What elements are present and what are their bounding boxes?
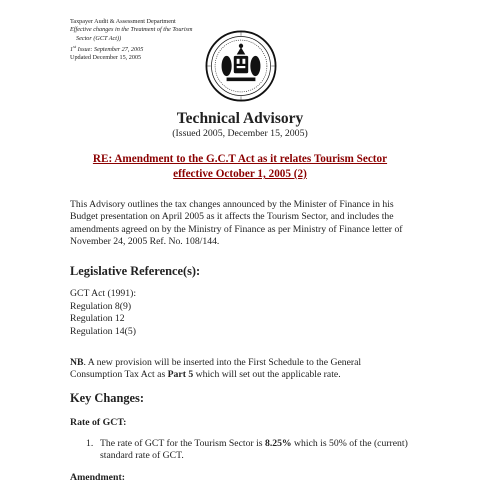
- list-item: GCT Act (1991):: [70, 288, 137, 299]
- amendment-heading: Amendment:: [70, 472, 125, 483]
- coat-of-arms-seal-icon: [205, 30, 277, 102]
- document-title: Technical Advisory: [176, 110, 304, 127]
- key-changes-heading: Key Changes:: [70, 391, 144, 405]
- nb-label: NB: [70, 357, 84, 368]
- issue-date: 1st Issue: September 27, 2005: [70, 43, 144, 53]
- list-item: Regulation 8(9): [70, 300, 132, 312]
- list-item: Regulation 14(5): [70, 325, 136, 337]
- item-number: 1.: [86, 438, 94, 449]
- intro-paragraph: This Advisory outlines the tax changes announced by the Minister of Finance in his Budget presentation on April 2005 as it affects the Tourism Sector, and includes the amendments agreed on by the Ministry of Finance as per Ministry of Finance letter of November 24, 2005 Ref. No. 108/144.: [70, 199, 403, 248]
- nb-paragraph: NB. A new provision will be inserted into the First Schedule to the General Consumption Tax Act as Part 5 which will set out the applicable rate.: [70, 357, 362, 381]
- subject-line: Sector (GCT Act)): [76, 34, 122, 42]
- subject-heading-line: RE: Amendment to the G.C.T Act as it relates Tourism Sector: [92, 153, 388, 165]
- department-name: Taxpayer Audit & Assessment Department: [70, 18, 176, 25]
- subject-heading-line: effective October 1, 2005 (2): [173, 168, 307, 180]
- list-item: Regulation 12: [70, 313, 125, 325]
- issue-info: (Issued 2005, December 15, 2005): [172, 128, 308, 139]
- legislative-heading: Legislative Reference(s):: [70, 264, 201, 278]
- item-text: The rate of GCT for the Tourism Sector is 8.25% which is 50% of the (current) standard rate of GCT.: [100, 438, 408, 462]
- subject-line: Effective changes in the Treatment of the Tourism: [70, 26, 193, 34]
- nb-part: Part 5: [167, 369, 194, 381]
- updated-date: Updated December 15, 2005: [70, 54, 142, 62]
- rate-heading: Rate of GCT:: [70, 417, 127, 428]
- legislative-list: [70, 288, 415, 338]
- subject-heading: [70, 152, 410, 182]
